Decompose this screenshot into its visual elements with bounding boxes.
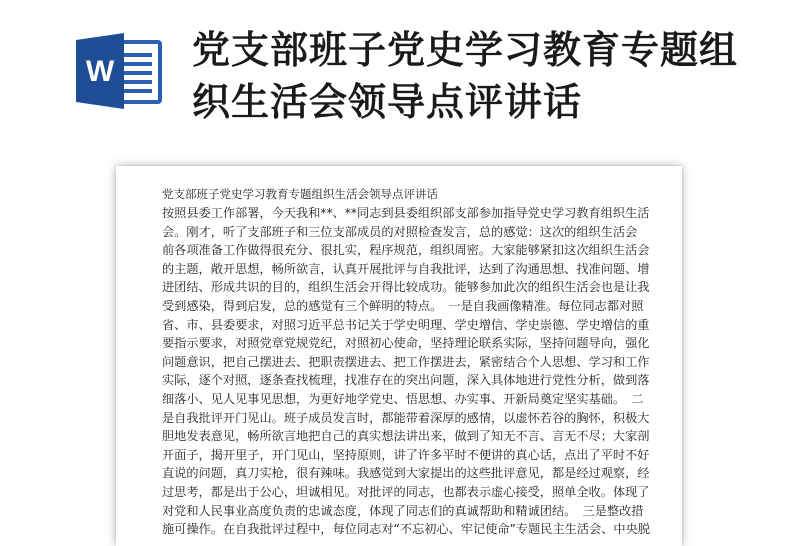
body-line: 省、市、县委要求，对照习近平总书记关于学史明理、学史增信、学史崇德、学史增信的重 [162, 317, 650, 332]
body-line: 施可操作。在自我批评过程中，每位同志对“不忘初心、牢记使命”专题民主生活会、中央脱 [162, 522, 650, 537]
word-document-icon [74, 33, 164, 109]
body-line: 前各项准备工作做得很充分、很扎实，程序规范，组织周密。大家能够紧扣这次组织生活会 [162, 243, 650, 258]
body-line: 细落小、见人见事见思想，为更好地学党史、悟思想、办实事、开新局奠定坚实基础。 二 [162, 391, 644, 406]
body-line: 开面子，揭开里子，开门见山，坚持原则，讲了许多平时不便讲的真心话，点出了平时不好 [162, 447, 650, 462]
body-line: 直说的问题，真刀实枪，很有辣味。我感觉到大家提出的这些批评意见，都是经过观察，经 [162, 466, 650, 481]
body-line: 过思考，都是出于公心，坦诚相见。对批评的同志，也都表示虚心接受，照单全收。体现了 [162, 484, 650, 499]
body-line: 受到感染，得到启发，总的感觉有三个鲜明的特点。 一是自我画像精准。每位同志都对照 [162, 298, 644, 313]
body-line: 按照县委工作部署，今天我和**、**同志到县委组织部支部参加指导党史学习教育组织生活 [162, 206, 650, 220]
body-line: 要指示要求，对照党章党规党纪，对照初心使命，坚持理论联系实际，坚持问题导向，强化 [162, 336, 650, 351]
title-line-1: 党支部班子党史学习教育专题组 [192, 28, 739, 72]
body-line: 问题意识，把自己摆进去、把职责摆进去、把工作摆进去，紧密结合个人思想、学习和工作 [162, 354, 650, 369]
document-page [116, 166, 682, 546]
word-icon-letter: W [85, 55, 115, 88]
body-line: 实际，逐个对照，逐条查找梳理，找准存在的突出问题，深入具体地进行党性分析，做到落 [162, 373, 650, 388]
page-title [192, 24, 782, 128]
body-line: 进团结、形成共识的目的，组织生活会开得比较成功。能够参加此次的组织生活会也是让我 [162, 280, 650, 295]
body-line: 胆地发表意见，畅所欲言地把自己的真实想法讲出来，做到了知无不言、言无不尽；大家剖 [162, 429, 650, 444]
body-line: 是自我批评开门见山。班子成员发言时，都能带着深厚的感情，以虚怀若谷的胸怀，积极大 [162, 410, 650, 425]
body-line: 的主题，敞开思想，畅所欲言，认真开展批评与自我批评，达到了沟通思想、找准问题、增 [162, 261, 650, 276]
preview-header [0, 0, 800, 150]
body-line: 对党和人民事业高度负责的忠诚态度，体现了同志们的真诚帮助和精诚团结。 三是整改措 [162, 503, 644, 518]
title-line-2: 织生活会领导点评讲话 [192, 80, 583, 124]
document-body [162, 204, 650, 539]
document-heading: 党支部班子党史学习教育专题组织生活会领导点评讲话 [162, 187, 438, 201]
body-line: 会。刚才，听了支部班子和三位支部成员的对照检查发言，总的感觉：这次的组织生活会 [162, 224, 638, 239]
